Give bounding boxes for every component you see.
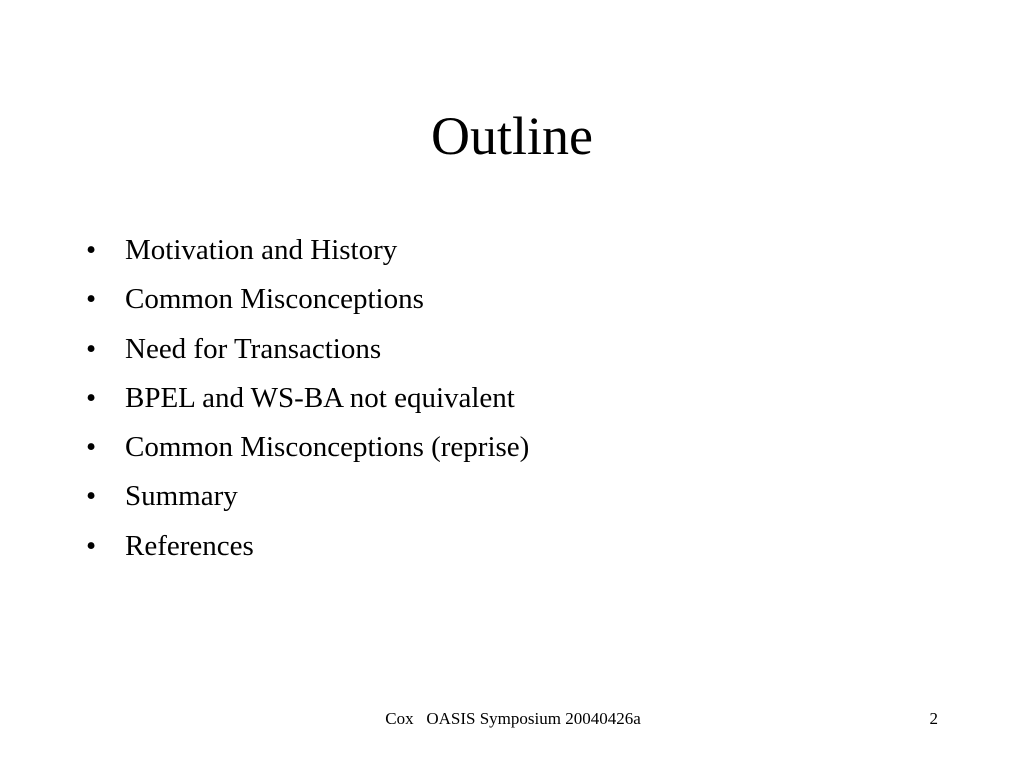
bullet-text: References xyxy=(125,529,254,562)
bullet-item xyxy=(84,228,529,277)
bullet-icon: • xyxy=(86,234,97,266)
bullet-icon: • xyxy=(86,283,97,316)
bullet-item xyxy=(84,474,529,523)
bullet-text: Need for Transactions xyxy=(125,332,382,365)
bullet-icon: • xyxy=(86,431,97,464)
bullet-text: Motivation and History xyxy=(125,234,398,266)
bullet-item xyxy=(84,524,529,573)
bullet-icon: • xyxy=(86,480,97,513)
page-number: 2 xyxy=(929,709,938,728)
bullet-list xyxy=(84,228,529,573)
bullet-text: Common Misconceptions (reprise) xyxy=(125,431,530,464)
bullet-item xyxy=(84,277,529,326)
bullet-icon: • xyxy=(86,529,97,562)
footer-text: Cox OASIS Symposium 20040426a xyxy=(385,709,641,728)
bullet-icon: • xyxy=(86,332,97,365)
slide-footer xyxy=(0,707,1024,731)
bullet-icon: • xyxy=(86,381,97,414)
bullet-text: BPEL and WS-BA not equivalent xyxy=(125,381,515,414)
bullet-item xyxy=(84,376,529,425)
slide-title: Outline xyxy=(431,106,593,166)
bullet-text: Summary xyxy=(125,480,238,513)
bullet-text: Common Misconceptions xyxy=(125,283,424,316)
bullet-item xyxy=(84,327,529,376)
bullet-item xyxy=(84,425,529,474)
